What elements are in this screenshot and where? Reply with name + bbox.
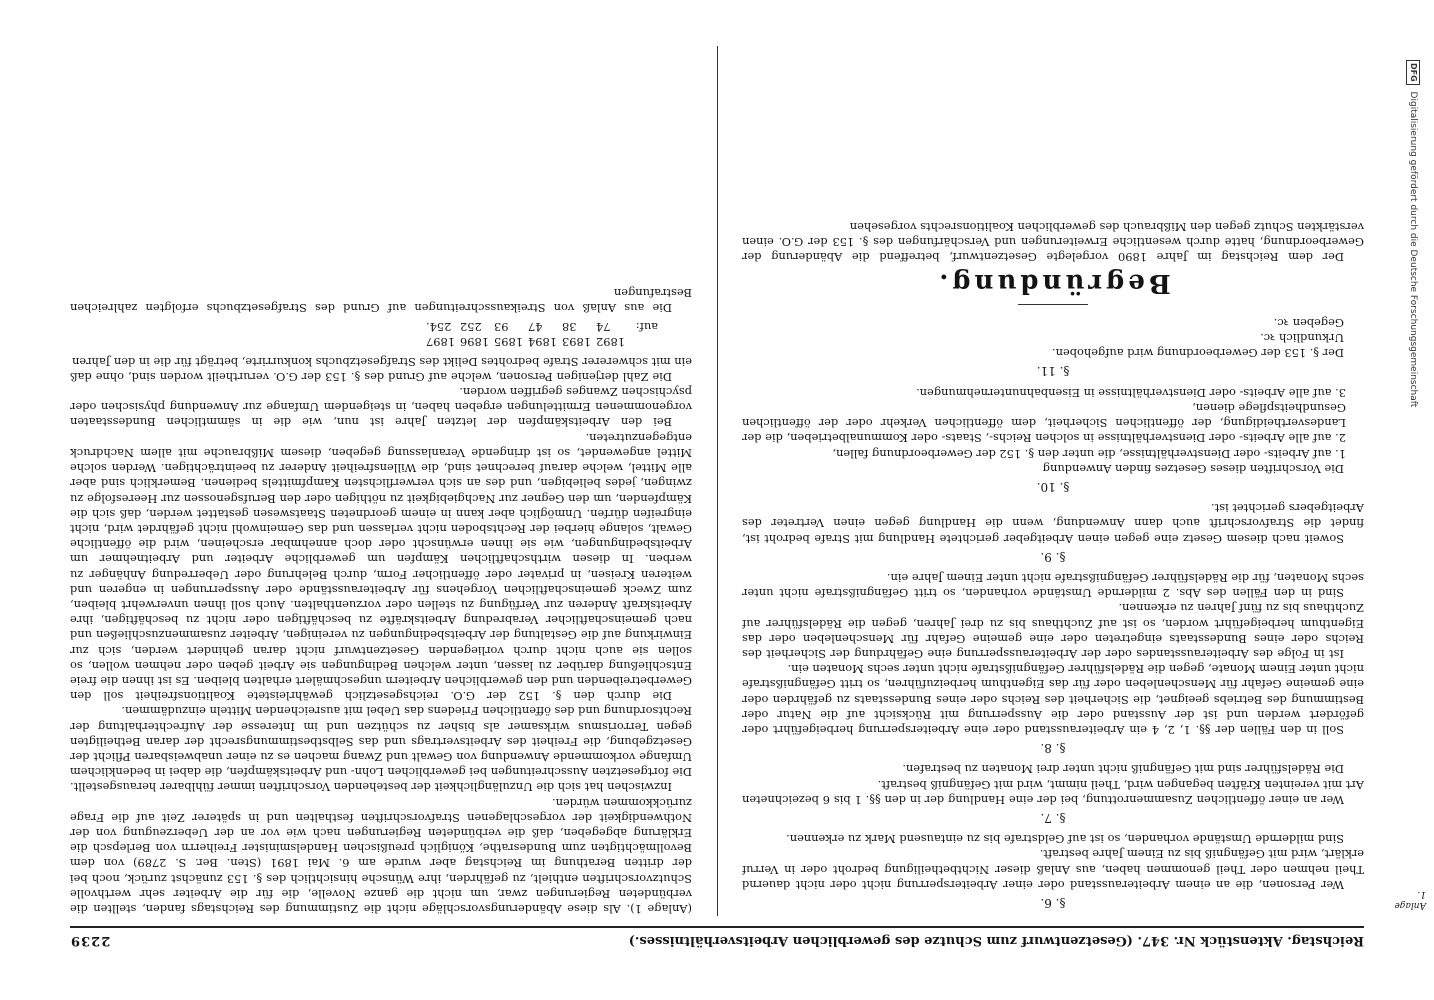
closing-line: Urkundlich ꝛc.	[1260, 331, 1344, 346]
section-heading: §. 11.	[1036, 364, 1070, 379]
paragraph: Die Zahl derjenigen Personen, welche auf Grund des §. 153 der G.O. verurtheilt worden sind, ohne daß ein mit schwererer Strafe bedrohtes Delikt des Strafgesetzbuchs konkurrirte, beträgt für die in den Jahren	[70, 354, 692, 384]
page-number: 2239	[70, 933, 111, 948]
paragraph: Soll in den Fällen der §§. 1, 2, 4 ein Arbeiterausstand oder eine Arbeitersperrung herbeigeführt oder gefördert werden und ist der Ausstand oder die Aussperrung mit Rücksicht auf die Natur oder Bestimmung des Betriebs geeignet, die Sicherheit des Reichs oder eines Bundesstaats zu gefährden oder eine gemeine Gefahr für Menschenleben oder für das Eigenthum herbeizuführen, so tritt Gefängnißstrafe nicht unter Einem Monate, gegen die Rädelsführer Gefängnißstrafe nicht unter sechs Monaten ein.	[742, 662, 1364, 737]
section-heading: §. 8.	[1040, 741, 1066, 756]
count-cell: 38	[562, 320, 577, 335]
digitization-stamp	[1408, 60, 1420, 940]
divider-rule	[1018, 304, 1088, 305]
count-row	[70, 319, 658, 334]
left-column	[742, 36, 1364, 916]
provision-list	[742, 385, 1364, 461]
paragraph: Sind in den Fällen des Abs. 2 mildernde Umstände vorhanden, so tritt Gefängnißstrafe nicht unter sechs Monaten, für die Rädelsführer Gefängnißstrafe nicht unter Einem Jahre ein.	[742, 570, 1364, 601]
count-cell: 254.	[426, 320, 452, 335]
paragraph: Wer Personen, die an einem Arbeiterausstand oder einer Arbeitersperrung nicht oder nicht dauernd Theil nehmen oder Theil genommen haben, aus Anlaß dieser Nichtbetheiligung bedroht oder in Verruf erklärt, wird mit Gefängniß bis zu Einem Jahre bestraft.	[742, 847, 1364, 892]
year-cell: 1896	[460, 335, 489, 350]
paragraph: Soweit nach diesem Gesetz eine gegen einen Arbeitgeber gerichtete Handlung mit Strafe bedroht ist, findet die Strafvorschrift auch dann Anwendung, wenn die Handlung gegen einen Vertreter des Arbeitgebers gerichtet ist.	[742, 501, 1364, 546]
year-cell: 1895	[494, 335, 523, 350]
count-cell: 47	[528, 320, 543, 335]
list-item: 1. auf Arbeits- oder Dienstverhältnisse, die unter den §. 152 der Gewerbeordnung fallen,	[832, 446, 1346, 461]
paragraph: Die durch den §. 152 der G.O. reichsgesetzlich gewährleistete Koalitionsfreiheit soll den Gewerbetreibenden und den gewerblichen Arbeitern ungeschmälert erhalten bleiben. Es ist ihnen die freie Entschließung darüber zu lassen, unter welchen Bedingungen sie Arbeit geben oder nehmen wollen, so sollen sie auch nicht durch vorliegenden Gesetzentwurf nicht daran gehindert werden, sich zur Einwirkung auf die Gestaltung der Arbeitsbedingungen zu vereinigen, Arbeiter zusammenzuschließen und nach gemeinschaftlicher Verabredung Arbeitskräfte zu beschäftigen oder nicht zu beschäftigen, ihre Arbeitskraft Anderen zur Verfügung zu stellen oder vorzuenthalten. Auch soll ihnen unverwehrt bleiben, zum Zweck gemeinschaftlichen Vorgehens für Arbeiterausstände oder Aussperrungen in engeren und weiteren Kreisen, in privater oder öffentlicher Form, durch Belehrung oder Ueberredung Anhänger zu werben. In diesen wirthschaftlichen Kämpfen um gewerbliche Arbeiter und Arbeitnehmer um Arbeitsbedingungen, wie sie ihnen erwünscht oder doch annehmbar erscheinen, wird die öffentliche Gewalt, solange hierbei der Rechtsboden nicht verlassen und das Gemeinwohl nicht gefährdet wird, nicht eingreifen dürfen. Unmöglich aber kann in einem geordneten Staatswesen gestattet werden, daß sich die Kämpfenden, um den Gegner zur Nachgiebigkeit zu nöthigen oder den Berufsgenossen zur Heeresfolge zu zwingen, jedes beliebigen, und des an sich verwerflichsten Kampfmittels bedienen. Bemerklich sind aber alle Mittel, welche darauf berechnet sind, die Willensfreiheit Anderer zu beeinträchtigen. Werden solche Mittel angewendet, so ist dringende Veranlassung gegeben, diesem Mißbrauche mit allem Nachdruck entgegenzutreten.	[70, 430, 692, 704]
count-cell: 93	[494, 320, 509, 335]
count-cell: 252	[460, 320, 482, 335]
paragraph: Ist in Folge des Arbeiterausstandes oder der Arbeiteraussperrung eine Gefährdung der Sicherheit des Reichs oder eines Bundesstaats eingetreten oder eine gemeine Gefahr für Menschenleben oder das Eigenthum herbeigeführt worden, so ist auf Zuchthaus bis zu drei Jahren, gegen die Rädelsführer auf Zuchthaus bis zu fünf Jahren zu erkennen.	[742, 601, 1364, 661]
paragraph: Sind mildernde Umstände vorhanden, so ist auf Geldstrafe bis zu eintausend Mark zu erkennen.	[786, 832, 1344, 847]
list-item: 3. auf alle Arbeits- oder Dienstverhältnisse in Eisenbahnunternehmungen.	[916, 385, 1346, 400]
year-row	[70, 334, 658, 349]
section-title: Begründung.	[935, 267, 1171, 298]
count-cell: 74	[596, 320, 611, 335]
paragraph: Die aus Anlaß von Streikausschreitungen auf Grund des Strafgesetzbuchs erfolgten zahlreichen Bestrafungen	[70, 285, 692, 316]
stamp-text: Digitalisierung gefördert durch die Deutsche Forschungsgemeinschaft	[1408, 91, 1418, 408]
paragraph: Bei den Arbeitskämpfen der letzten Jahre ist nun, wie die in sämmtlichen Bundesstaaten vorgenommenen Ermittelungen ergeben haben, in steigendem Umfange zur Anwendung physischen oder psychischen Zwanges gegriffen worden.	[70, 385, 692, 430]
paragraph: Wer an einer öffentlichen Zusammenrottung, bei der eine Handlung der in den §§. 1 bis 6 bezeichneten Art mit vereinten Kräften begangen wird, Theil nimmt, wird mit Gefängniß bestraft.	[742, 777, 1364, 807]
page-header	[70, 926, 1364, 952]
margin-note: Anlage 1.	[1394, 889, 1426, 910]
page-header-title: Reichstag. Aktenstück Nr. 347. (Gesetzentwurf zum Schutze des gewerblichen Arbeitsverhältnisses.)	[628, 933, 1364, 948]
paragraph: Der §. 153 der Gewerbeordnung wird aufgehoben.	[1052, 346, 1344, 361]
paragraph: (Anlage 1). Als diese Abänderungsvorschläge nicht die Zustimmung des Reichstags fanden, stellten die verbündeten Regierungen zwar, um nicht die ganze Novelle, die für die Arbeiter sehr werthvolle Schutzvorschriften enthielt, zu gefährden, ihre Wünsche hinsichtlich des §. 153 zunächst zurück, noch bei der dritten Berathung im Reichstag aber wurde am 6. Mai 1891 (Sten. Ber. S. 2789) von dem Bevollmächtigten zum Bundesrathe, Königlich preußischen Handelsminister Freiherrn von Berlepsch die Erklärung abgegeben, daß die verbündeten Regierungen nach wie vor an der Ueberzeugung von der Nothwendigkeit der vorgeschlagenen Strafvorschriften festhalten und in späterer Zeit auf die Frage zurückkommen würden.	[70, 795, 692, 916]
year-cell: 1892	[596, 335, 625, 350]
dfg-logo: DFG	[1406, 60, 1420, 85]
year-cell: 1894	[528, 335, 557, 350]
section-heading: §. 7.	[1040, 810, 1066, 825]
year-cell: 1897	[426, 335, 455, 350]
paragraph: Der dem Reichstag im Jahre 1890 vorgelegte Gesetzentwurf, betreffend die Abänderung der Gewerbeordnung, hatte durch wesentliche Erweiterungen und Verschärfungen des §. 153 der G.O. einen verstärkten Schutz gegen den Mißbrauch des gewerblichen Koalitionsrechts vorgesehen	[742, 220, 1364, 265]
conviction-table	[70, 319, 658, 349]
closing-line: Gegeben ꝛc.	[1273, 315, 1344, 330]
count-label: auf:	[635, 320, 658, 335]
section-heading: §. 6.	[1040, 896, 1066, 910]
section-heading: §. 9.	[1040, 549, 1066, 564]
column-divider	[717, 46, 718, 916]
right-column	[70, 36, 692, 916]
section-heading: §. 10.	[1036, 479, 1070, 494]
paragraph: Die Rädelsführer sind mit Gefängniß nicht unter drei Monaten zu bestrafen.	[902, 762, 1344, 777]
list-item: 2. auf alle Arbeits- oder Dienstverhältnisse in solchen Reichs-, Staats- oder Kommunalbetrieben, die der Landesvertheidigung, der öffentlichen Sicherheit, dem öffentlichen Verkehr oder der öffentlichen Gesundheitspflege dienen,	[742, 400, 1346, 446]
paragraph: Inzwischen hat sich die Unzulänglichkeit der bestehenden Vorschriften immer fühlbarer herausgestellt. Die fortgesetzten Ausschreitungen bei gewerblichen Lohn- und Arbeitskämpfen, die dabei in bedenklichem Umfange vorkommende Anwendung von Gewalt und Zwang machen es zu einer unabweisbaren Pflicht der Gesetzgebung, die Freiheit des Arbeitsvertrags und das Selbstbestimmungsrecht der daran Betheiligten gegen Terrorismus wirksamer als bisher zu schützen und im Interesse der Aufrechterhaltung der Rechtsordnung und des öffentlichen Friedens das Uebel mit ausreichenden Mitteln einzudämmen.	[70, 704, 692, 795]
year-cell: 1893	[562, 335, 591, 350]
paragraph: Die Vorschriften dieses Gesetzes finden Anwendung	[1042, 461, 1344, 476]
